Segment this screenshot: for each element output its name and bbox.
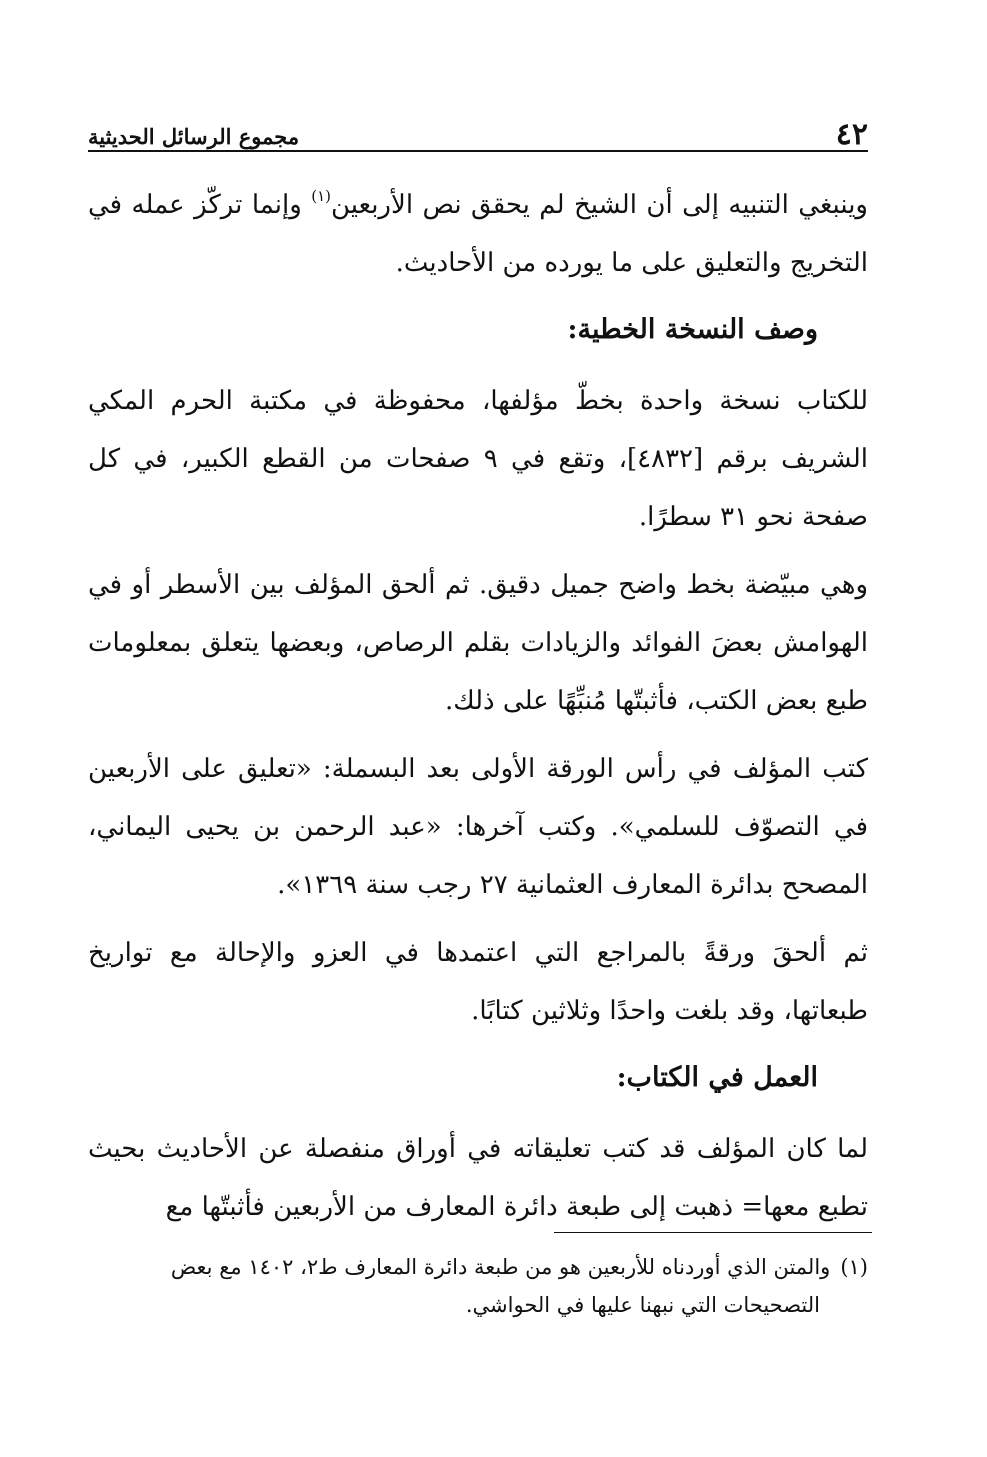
- paragraph-intro-note: [88, 176, 868, 292]
- page-body: [88, 176, 868, 1246]
- paragraph-author-inscription: كتب المؤلف في رأس الورقة الأولى بعد البسملة: «تعليق على الأربعين في التصوّف للسلمي». وكتب آخرها: «عبد الرحمن بن يحيى اليماني، المصحح بدائرة المعارف العثمانية ٢٧ رجب سنة ١٣٦٩».: [88, 754, 868, 900]
- page-number: ٤٢: [835, 117, 868, 152]
- paragraph-work-method: لما كان المؤلف قد كتب تعليقاته في أوراق منفصلة عن الأحاديث بحيث تطبع معها= ذهبت إلى طبعة دائرة المعارف من الأربعين فأثبتّها مع: [88, 1134, 868, 1222]
- footnote-marker: (١): [840, 1255, 868, 1279]
- paragraph-text: وإنما تركّز عمله في التخريج والتعليق على ما يورده من الأحاديث.: [88, 190, 868, 278]
- footnote-text: التصحيحات التي نبهنا عليها في الحواشي.: [465, 1293, 820, 1317]
- section-heading-work: العمل في الكتاب:: [616, 1062, 818, 1093]
- footnote-rule: [554, 1232, 872, 1233]
- paragraph-text: وينبغي التنبيه إلى أن الشيخ لم يحقق نص الأربعين: [331, 190, 868, 220]
- footnote-line: [88, 1286, 868, 1324]
- paragraph-manuscript-handwriting: وهي مبيّضة بخط واضح جميل دقيق. ثم ألحق المؤلف بين الأسطر أو في الهوامش بعضَ الفوائد والزيادات بقلم الرصاص، وبعضها يتعلق بمعلومات طبع بعض الكتب، فأثبتّها مُنبِّهًا على ذلك.: [88, 570, 868, 716]
- section-heading-manuscript: وصف النسخة الخطية:: [567, 314, 818, 345]
- running-title: مجموع الرسائل الحديثية: [88, 124, 300, 149]
- footnote: [88, 1248, 868, 1324]
- footnote-line: [88, 1248, 868, 1286]
- header-rule: [88, 150, 868, 152]
- paragraph-manuscript-copy: للكتاب نسخة واحدة بخطّ مؤلفها، محفوظة في مكتبة الحرم المكي الشريف برقم [٤٨٣٢]، وتقع في ٩ صفحات من القطع الكبير، في كل صفحة نحو ٣١ سطرًا.: [88, 386, 868, 532]
- footnote-reference: (١): [311, 187, 332, 205]
- footnote-text: والمتن الذي أوردناه للأربعين هو من طبعة دائرة المعارف ط٢، ١٤٠٢ مع بعض: [170, 1255, 831, 1279]
- paragraph-references-sheet: ثم ألحقَ ورقةً بالمراجع التي اعتمدها في العزو والإحالة مع تواريخ طبعاتها، وقد بلغت واحدًا وثلاثين كتابًا.: [88, 938, 868, 1026]
- page-header: [88, 118, 868, 158]
